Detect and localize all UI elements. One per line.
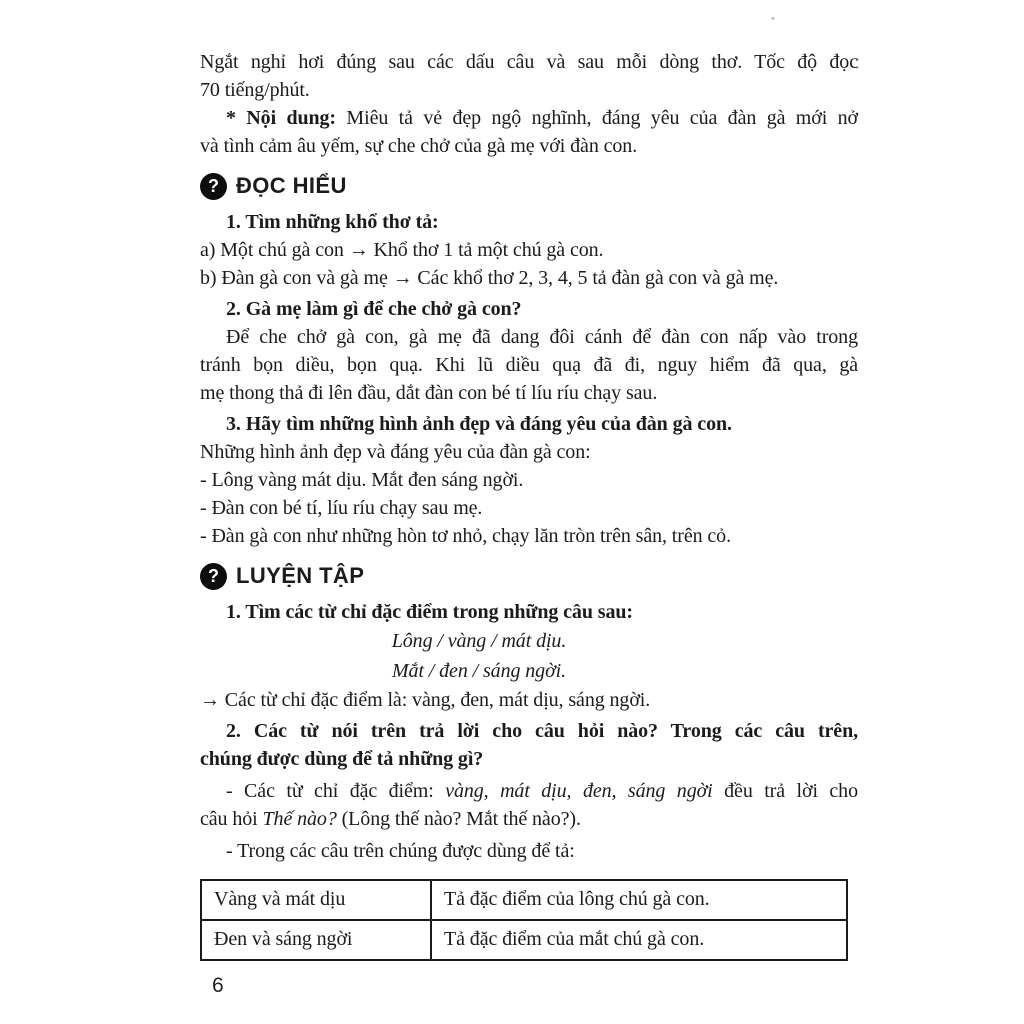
answer-text: (Lông thế nào? Mắt thế nào?). [336,808,581,830]
answer-text: đều trả lời cho [712,780,858,802]
noi-dung-text: Miêu tả vẻ đẹp ngộ nghĩnh, đáng yêu của đàn gà mới nở [336,107,858,129]
doc-hieu-section-title: ĐỌC HIỂU [236,173,347,198]
answer-text: câu hỏi [200,808,263,830]
noi-dung-line2: và tình cảm âu yếm, sự che chở của gà mẹ với đàn con. [200,135,638,157]
table-cell-term: Đen và sáng ngời [201,920,431,960]
answer-italic-words: Thế nào? [262,808,337,830]
table-row [201,880,847,920]
reading-requirement-line1: Ngắt nghỉ hơi đúng sau các dấu câu và sau mỗi dòng thơ. Tốc độ đọc [200,51,858,73]
luyen-tap-q2-heading-line1: 2. Các từ nói trên trả lời cho câu hỏi nào? Trong các câu trên, [226,720,858,742]
scan-artifact-dot [771,17,775,20]
noi-dung-label: * Nội dung: [226,107,336,129]
reading-requirement-line2: 70 tiếng/phút. [200,79,310,101]
luyen-tap-q2-answer2: - Trong các câu trên chúng được dùng để tả: [226,840,575,862]
doc-hieu-q1-item-a: a) Một chú gà con → Khổ thơ 1 tả một chú gà con. [200,239,604,261]
doc-hieu-q2-answer-line2: tránh bọn diều, bọn quạ. Khi lũ diều quạ đã đi, nguy hiểm đã qua, gà [200,354,858,376]
table-cell-definition: Tả đặc điểm của lông chú gà con. [431,880,847,920]
luyen-tap-section-header [200,560,858,592]
answer-table [200,879,848,961]
luyen-tap-q1-answer: → Các từ chỉ đặc điểm là: vàng, đen, mát dịu, sáng ngời. [200,689,651,711]
doc-hieu-q1-item-b: b) Đàn gà con và gà mẹ → Các khổ thơ 2, 3, 4, 5 tả đàn gà con và gà mẹ. [200,267,779,289]
doc-hieu-q2-answer-line3: mẹ thong thả đi lên đầu, dắt đàn con bé tí líu ríu chạy sau. [200,382,658,404]
page-number: 6 [212,974,224,997]
doc-hieu-q2-answer-line1: Để che chở gà con, gà mẹ đã dang đôi cánh để đàn con nấp vào trong [226,326,858,348]
answer-italic-words: vàng, mát dịu, đen, sáng ngời [445,780,713,802]
luyen-tap-q2-heading-line2: chúng được dùng để tả những gì? [200,748,484,770]
doc-hieu-q1-heading: 1. Tìm những khổ thơ tả: [226,211,439,233]
doc-hieu-q3-heading: 3. Hãy tìm những hình ảnh đẹp và đáng yêu của đàn gà con. [226,413,732,435]
table-cell-term: Vàng và mát dịu [201,880,431,920]
table-row [201,920,847,960]
table-cell-definition: Tả đặc điểm của mắt chú gà con. [431,920,847,960]
luyen-tap-q1-heading: 1. Tìm các từ chỉ đặc điểm trong những câu sau: [226,601,633,623]
luyen-tap-q2-answer1-line1 [200,777,858,805]
luyen-tap-q1-example1: Lông / vàng / mát dịu. [391,630,567,652]
doc-hieu-q3-intro: Những hình ảnh đẹp và đáng yêu của đàn gà con: [200,441,591,463]
doc-hieu-section-header [200,170,858,202]
answer-text: - Các từ chỉ đặc điểm: [226,780,446,802]
doc-hieu-q3-item: - Đàn gà con như những hòn tơ nhỏ, chạy lăn tròn trên sân, trên cỏ. [200,525,731,547]
luyen-tap-section-title: LUYỆN TẬP [236,563,365,588]
page-content [200,48,858,961]
question-mark-circle-icon: ? [200,173,227,200]
doc-hieu-q2-heading: 2. Gà mẹ làm gì để che chở gà con? [226,298,522,320]
luyen-tap-q1-example2: Mắt / đen / sáng ngời. [391,660,567,682]
doc-hieu-q3-item: - Đàn con bé tí, líu ríu chạy sau mẹ. [200,497,483,519]
noi-dung-line1 [200,104,858,132]
question-mark-circle-icon: ? [200,563,227,590]
luyen-tap-q2-answer1-line2 [200,805,858,833]
doc-hieu-q3-item: - Lông vàng mát dịu. Mắt đen sáng ngời. [200,469,524,491]
